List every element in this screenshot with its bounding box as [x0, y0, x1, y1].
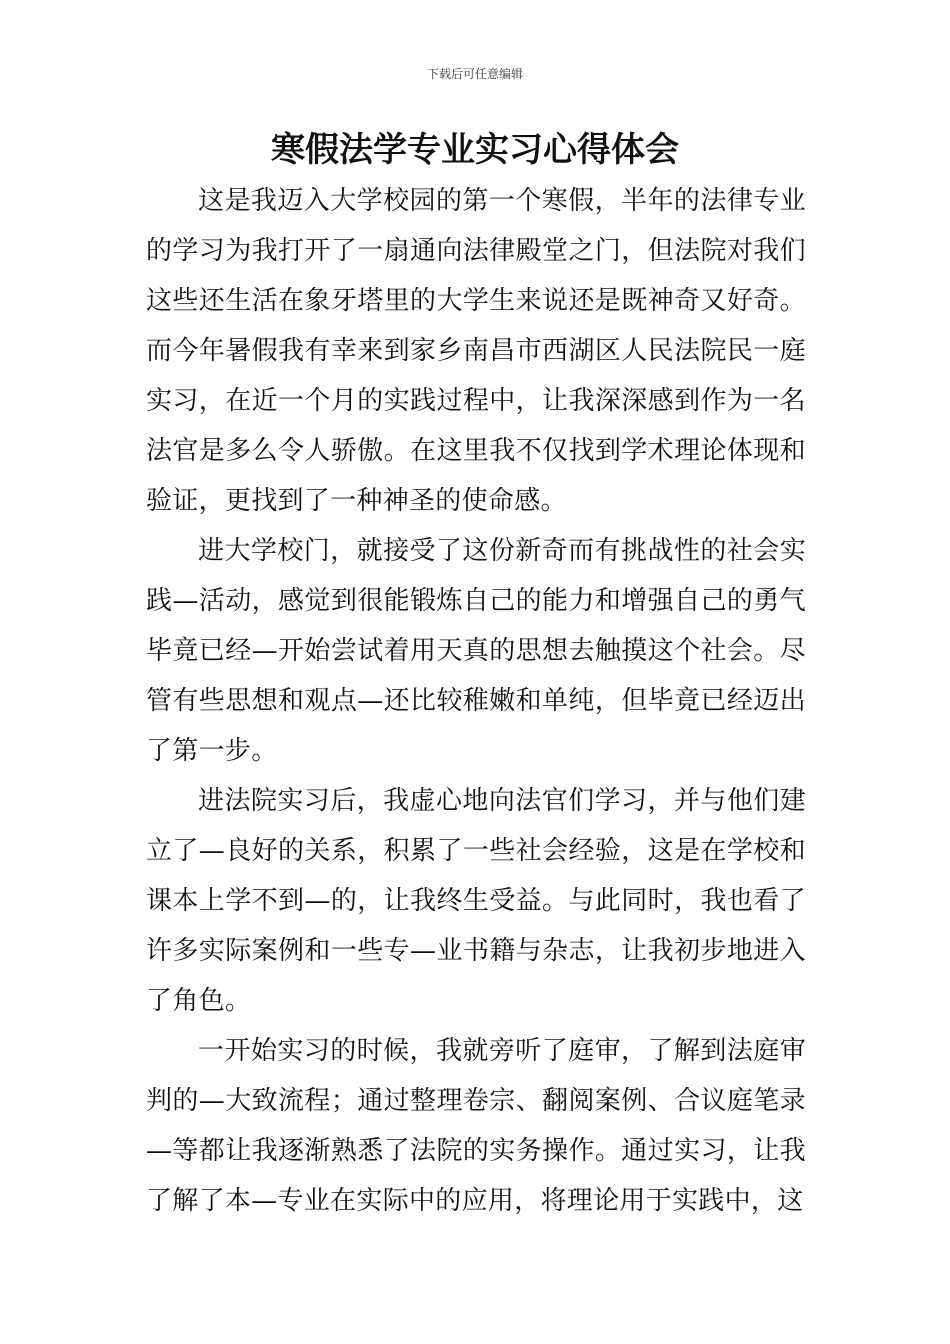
document-title: 寒假法学专业实习心得体会	[271, 130, 679, 170]
paragraph: 进法院实习后，我虚心地向法官们学习，并与他们建立了—良好的关系，积累了一些社会经验，这是在学校和课本上学不到—的，让我终生受益。与此同时，我也看了许多实际案例和一些专—业书籍与杂志，让我初步地进入了角色。	[146, 786, 806, 1016]
paragraph: 进大学校门，就接受了这份新奇而有挑战性的社会实践—活动，感觉到很能锻炼自己的能力和增强自己的勇气毕竟已经—开始尝试着用天真的思想去触摸这个社会。尽管有些思想和观点—还比较稚嫩和单纯，但毕竟已经迈出了第一步。	[146, 536, 806, 766]
paragraph: 一开始实习的时候，我就旁听了庭审，了解到法庭审判的—大致流程；通过整理卷宗、翻阅案例、合议庭笔录—等都让我逐渐熟悉了法院的实务操作。通过实习，让我了解了本—专业在实际中的应用，将理论用于实践中，这	[146, 1036, 806, 1216]
paragraph: 这是我迈入大学校园的第一个寒假，半年的法律专业的学习为我打开了一扇通向法律殿堂之门，但法院对我们这些还生活在象牙塔里的大学生来说还是既神奇又好奇。而今年暑假我有幸来到家乡南昌市西湖区人民法院民一庭实习，在近一个月的实践过程中，让我深深感到作为一名法官是多么令人骄傲。在这里我不仅找到学术理论体现和验证，更找到了一种神圣的使命感。	[146, 186, 806, 516]
header-note: 下载后可任意编辑	[426, 67, 523, 81]
document-body	[146, 176, 806, 1226]
